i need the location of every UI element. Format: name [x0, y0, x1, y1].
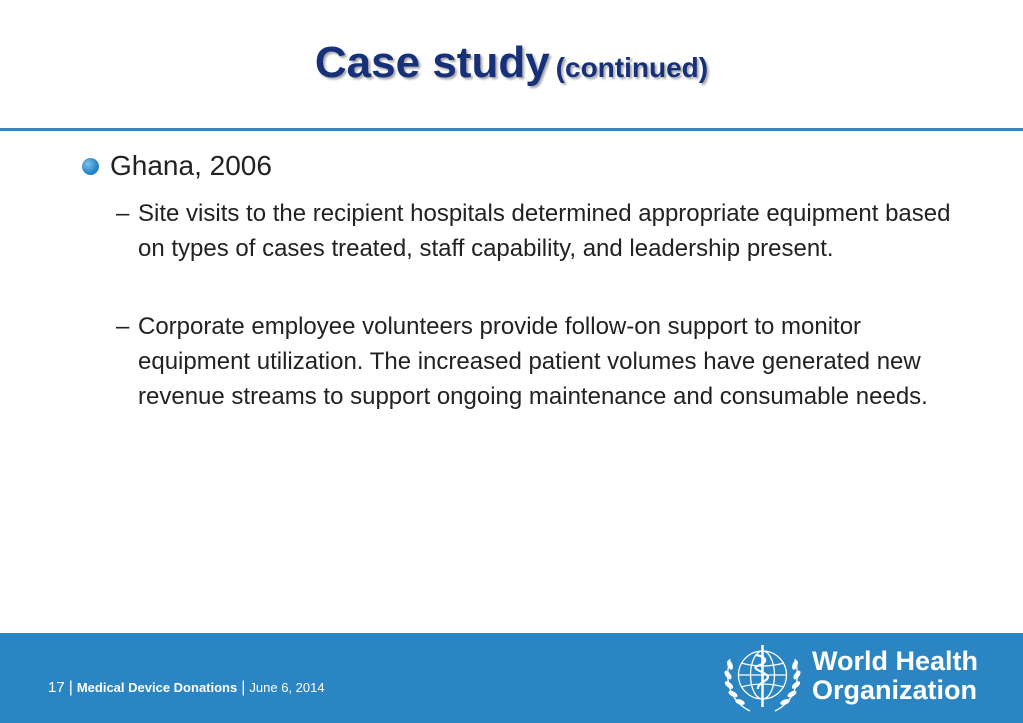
sub-bullet-text: Corporate employee volunteers provide follow-on support to monitor equipment utilization. The increased patient volumes have generated new revenue streams to support ongoing maintenance and consumable needs. [138, 313, 928, 410]
footer-separator: | [241, 679, 246, 696]
bullet-dot-icon [82, 158, 99, 175]
sub-bullet-item [116, 196, 976, 266]
footer-bar [0, 633, 1023, 723]
dash-marker: – [116, 313, 130, 340]
who-emblem-icon [720, 641, 805, 715]
footer-separator: | [68, 679, 73, 696]
slide-title [0, 38, 1023, 88]
title-main: Case study [314, 38, 550, 87]
title-divider [0, 128, 1023, 131]
page-number: 17 [48, 679, 65, 696]
org-line-1: World Health [812, 646, 979, 676]
dash-marker: – [116, 200, 130, 227]
org-line-2: Organization [812, 675, 978, 705]
bullet-text: Ghana, 2006 [110, 150, 272, 181]
presentation-date: June 6, 2014 [249, 680, 325, 695]
title-suffix: (continued) [555, 52, 709, 83]
organization-name [812, 647, 978, 705]
bullet-item [82, 150, 272, 182]
sub-bullet-text: Site visits to the recipient hospitals determined appropriate equipment based on types of cases treated, staff capability, and leadership present. [138, 200, 951, 262]
presentation-title: Medical Device Donations [76, 680, 238, 695]
footer-info [48, 679, 325, 697]
sub-bullet-item [116, 309, 976, 414]
